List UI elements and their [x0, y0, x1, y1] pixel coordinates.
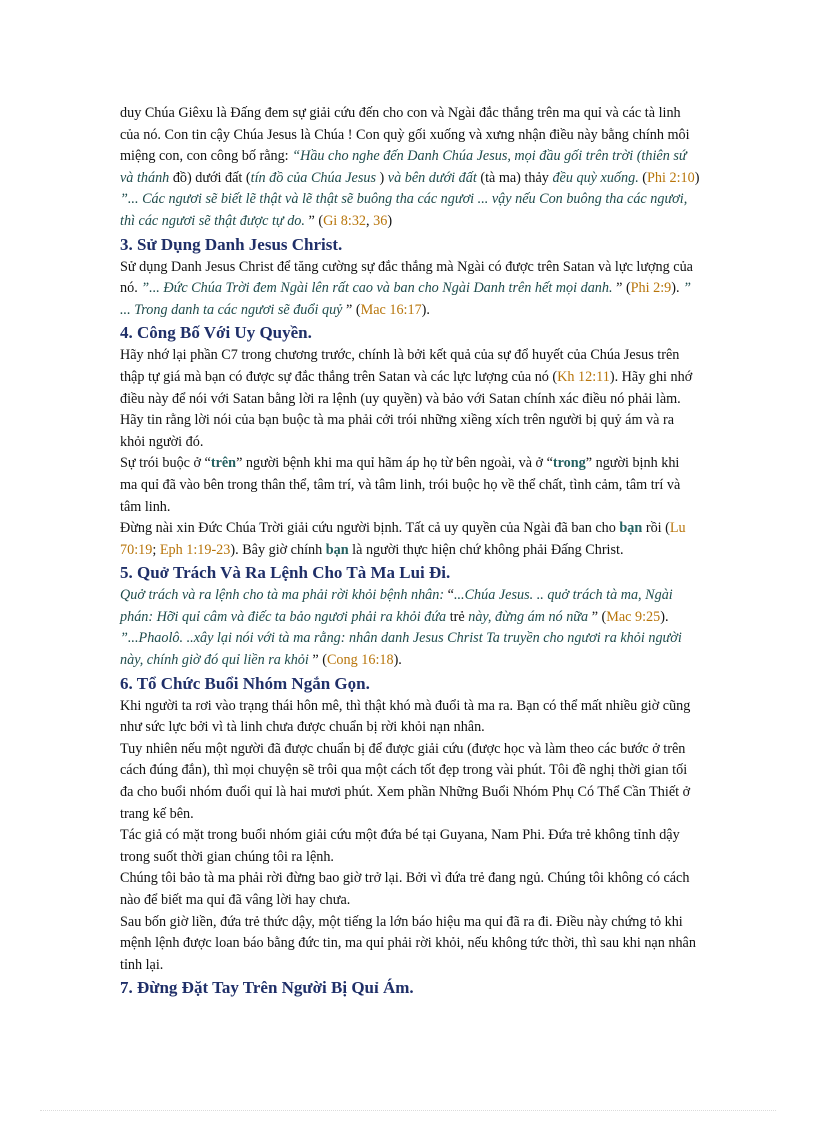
scripture-reference: Kh 12:11 — [557, 368, 610, 385]
section-heading-5: 5. Quở Trách Và Ra Lệnh Cho Tà Ma Lui Đi. — [120, 563, 451, 583]
paragraph-guyana: Tác giả có mặt trong buổi nhóm giải cứu một đứa bé tại Guyana, Nam Phi. Đứa trẻ không tỉnh dậy trong suốt thời gian chúng tôi ra lệnh. — [120, 827, 680, 865]
page-bottom-divider — [40, 1110, 776, 1111]
scripture-reference: Phi 2:9 — [630, 280, 672, 297]
scripture-reference: 36 — [373, 212, 388, 229]
scripture-reference: Gi 8:32 — [323, 212, 367, 229]
section-heading-6: 6. Tổ Chức Buổi Nhóm Ngắn Gọn. — [120, 673, 370, 693]
section-heading-7: 7. Đừng Đặt Tay Trên Người Bị Quỉ Ám. — [120, 978, 414, 998]
paragraph-rebuke: Quở trách và ra lệnh cho tà ma phải rời khỏi bệnh nhân: “...Chúa Jesus. .. quở trách tà ma, Ngài phán: Hỡi quỉ câm và điếc ta bảo ngươi phải ra khỏi đứa trẻ này, đừng ám nó nữa ” (Mac 9:25). ”...Phaolô. ..xây lại nói với tà ma rằng: nhân danh Jesus Christ Ta truyền cho ngươi ra khỏi người này, chính giờ đó quỉ liền ra khỏi ” (Cong 16:18). — [120, 587, 682, 669]
paragraph-child-sleeping: Chúng tôi bảo tà ma phải rời đừng bao giờ trở lại. Bởi vì đứa trẻ đang ngủ. Chúng tôi không có cách nào để biết ma quỉ đã vâng lời hay chưa. — [120, 870, 690, 908]
paragraph-authority: Hãy nhớ lại phần C7 trong chương trước, chính là bởi kết quả của sự đổ huyết của Chúa Jesus trên thập tự giá mà bạn có được sự đắc thắng trên Satan và các lực lượng của nó (Kh 12:11). Hãy ghi nhớ điều này để nói với Satan bằng lời ra lệnh (uy quyền) và bảo với Satan chính xác điều nó phải làm. Hãy tin rằng lời nói của bạn buộc tà ma phải cởi trói những xiềng xích trên người bị quỷ ám và ra khỏi người đó. — [120, 347, 693, 450]
paragraph-four-hours: Sau bốn giờ liền, đứa trẻ thức dậy, một tiếng la lớn báo hiệu ma quỉ đã ra đi. Điều này chứng tỏ khi mệnh lệnh được loan báo bằng đức tin, ma quỉ phải rời khỏi, nếu không tức thời, thì sau khi nạn nhân tỉnh lại. — [120, 913, 696, 973]
scripture-reference: Mac 9:25 — [606, 608, 661, 625]
paragraph-coma: Khi người ta rơi vào trạng thái hôn mê, thì thật khó mà đuổi tà ma ra. Bạn có thể mất nhiều giờ cũng như sức lực bởi vì tà linh chưa được chuẩn bị rời khỏi nạn nhân. — [120, 697, 691, 736]
paragraph-do-not-beg: Đừng nài xin Đức Chúa Trời giải cứu người bịnh. Tất cả uy quyền của Ngài đã ban cho bạn rồi (Lu 70:19; Eph 1:19-23). Bây giờ chính bạn là người thực hiện chứ không phải Đấng Christ. — [120, 520, 686, 558]
scripture-reference: Lu 70:19 — [120, 520, 686, 558]
section-heading-4: 4. Công Bố Với Uy Quyền. — [120, 323, 312, 343]
section-heading-3: 3. Sử Dụng Danh Jesus Christ. — [120, 234, 343, 254]
scripture-reference: Phi 2:10 — [647, 169, 695, 186]
paragraph-use-name: Sử dụng Danh Jesus Christ để tăng cường sự đắc thắng mà Ngài có được trên Satan và lực lượng của nó. ”... Đức Chúa Trời đem Ngài lên rất cao và ban cho Ngài Danh trên hết mọi danh. ” (Phi 2:9). ” ... Trong danh ta các ngươi sẽ đuổi quỷ ” (Mac 16:17). — [120, 258, 693, 318]
document-page — [120, 103, 700, 1000]
paragraph-truth-quote: ”... Các ngươi sẽ biết lẽ thật và lẽ thật sẽ buông tha các ngươi ... vậy nếu Con buông tha các ngươi, thì các ngươi sẽ thật được tự do. ” (Gi 8:32, 36) — [120, 191, 688, 229]
paragraph-prepared: Tuy nhiên nếu một người đã được chuẩn bị để được giải cứu (được học và làm theo các bước ở trên cách đúng đắn), thì mọi chuyện sẽ trôi qua một cách tốt đẹp trong vài phút. Tôi đề nghị thời gian tối đa cho buổi nhóm đuổi quỉ là hai mươi phút. Xem phần Những Buổi Nhóm Phụ Có Thể Cần Thiết ở trang kế bên. — [120, 740, 691, 822]
paragraph-confession: duy Chúa Giêxu là Đấng đem sự giải cứu đến cho con và Ngài đắc thắng trên ma quỉ và các tà linh của nó. Con tin cậy Chúa Jesus là Chúa ! Con quỳ gối xuống và xưng nhận điều này bằng chính môi miệng con, con công bố rằng: “Hầu cho nghe đến Danh Chúa Jesus, mọi đầu gối trên trời (thiên sứ và thánh đồ) dưới đất (tín đồ của Chúa Jesus ) và bên dưới đất (tà ma) thảy đều quỳ xuống. (Phi 2:10) — [120, 105, 700, 186]
paragraph-binding: Sự trói buộc ở “trên” người bệnh khi ma quỉ hãm áp họ từ bên ngoài, và ở “trong” người bịnh khi ma quỉ đã vào bên trong thân thể, tâm trí, và tâm linh, trói buộc họ về thể chất, tình cảm, tâm trí và tâm linh. — [120, 455, 681, 515]
scripture-reference: Eph 1:19-23 — [159, 541, 231, 558]
scripture-reference: Mac 16:17 — [360, 301, 422, 318]
scripture-reference: Cong 16:18 — [326, 652, 394, 669]
